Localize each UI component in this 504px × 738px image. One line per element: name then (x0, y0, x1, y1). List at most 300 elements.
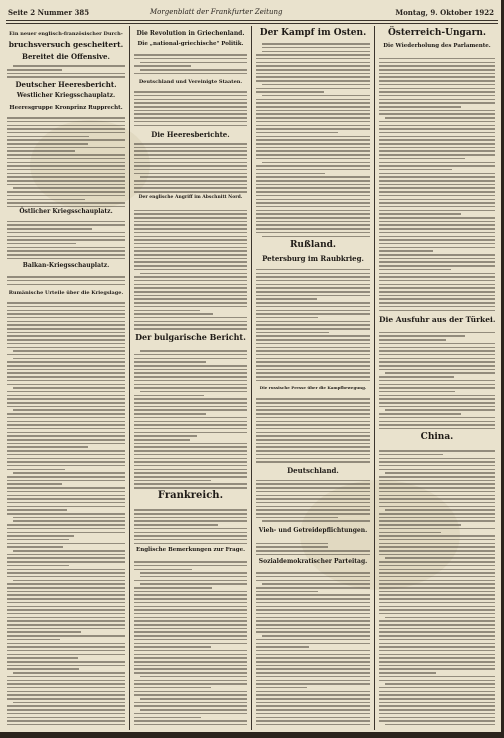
text-line (256, 709, 370, 711)
text-line (379, 535, 495, 537)
text-line (379, 287, 495, 289)
text-line (134, 561, 247, 563)
text-line (134, 680, 247, 682)
text-line (134, 239, 247, 241)
text-line (134, 469, 247, 471)
text-line (7, 117, 125, 119)
text-line (7, 165, 125, 167)
text-line (134, 217, 247, 219)
text-line (256, 617, 370, 619)
text-line (379, 517, 495, 519)
text-line (379, 665, 495, 667)
text-line (7, 628, 125, 630)
column-2-headline-6: Der bulgarische Bericht. (135, 332, 246, 342)
text-line (7, 199, 85, 201)
text-line (134, 224, 247, 226)
text-line (7, 576, 125, 578)
text-line (7, 247, 125, 249)
text-line (134, 524, 218, 526)
text-line (256, 672, 370, 674)
text-line (134, 687, 211, 689)
text-line (256, 676, 370, 678)
text-line (379, 165, 495, 167)
text-line (7, 143, 88, 145)
text-line (134, 424, 247, 426)
text-line (7, 557, 125, 559)
text-line (134, 409, 247, 411)
text-line (379, 480, 495, 482)
text-line (134, 258, 247, 260)
text-line (134, 380, 247, 382)
column-divider (374, 26, 375, 730)
text-line (379, 199, 495, 201)
text-line (140, 69, 247, 71)
text-line (134, 243, 247, 245)
text-line (379, 650, 495, 652)
text-line (379, 73, 495, 75)
text-line (379, 395, 495, 397)
text-line (385, 117, 495, 119)
text-line (7, 328, 125, 330)
text-line (134, 265, 247, 267)
text-line (256, 180, 370, 182)
text-line (379, 110, 495, 112)
text-line (134, 321, 247, 323)
text-line (7, 173, 125, 175)
text-line (134, 184, 247, 186)
text-line (7, 480, 125, 482)
text-line (134, 683, 247, 685)
column-2-headline-8: Englische Bemerkungen zur Frage. (136, 547, 245, 553)
text-line (134, 602, 247, 604)
text-line (134, 247, 247, 249)
text-line (379, 269, 451, 271)
text-line (134, 705, 247, 707)
text-line (379, 620, 495, 622)
text-line (379, 184, 495, 186)
text-line (134, 417, 247, 419)
text-line (7, 136, 89, 138)
text-line (256, 310, 370, 312)
text-line (256, 313, 370, 315)
text-line (7, 139, 125, 141)
column-1-headline-8: Balkan-Kriegsschauplatz. (22, 262, 110, 269)
text-line (134, 691, 247, 693)
text-line (140, 698, 247, 700)
text-line (256, 54, 370, 56)
text-line (7, 495, 125, 497)
text-line (140, 576, 247, 578)
column-1-headline-1: Ein neuer englisch-französischer Durch- (9, 31, 123, 37)
text-line (7, 546, 63, 548)
text-line (256, 354, 370, 356)
column-1-headline-7: Östlicher Kriegsschauplatz. (19, 208, 113, 215)
text-line (7, 206, 125, 208)
text-line (256, 554, 370, 556)
text-line (256, 643, 370, 645)
column-1-headline-2: bruchsversuch gescheitert. (8, 40, 124, 49)
text-line (262, 520, 370, 522)
text-line (379, 95, 495, 97)
text-line (134, 398, 247, 400)
text-line (379, 150, 495, 152)
text-line (134, 180, 247, 182)
column-3-headline-3: Petersburg im Raubkrieg. (262, 254, 364, 263)
text-line (7, 613, 125, 615)
column-1-headline-9: Rumänische Urteile über die Kriegslage. (8, 290, 124, 296)
column-4-headline-2: Die Wiederholung des Parlamente. (383, 43, 491, 49)
text-line (379, 158, 465, 160)
text-line (256, 580, 370, 582)
text-line (134, 428, 247, 430)
text-line (379, 391, 455, 393)
text-line (379, 121, 495, 123)
text-line (379, 80, 495, 82)
text-line (256, 358, 370, 360)
text-line (7, 639, 60, 641)
text-line (13, 409, 125, 411)
text-line (379, 173, 495, 175)
text-line (256, 158, 370, 160)
text-line (134, 291, 247, 293)
text-line (256, 99, 370, 101)
text-line (134, 372, 247, 374)
text-line (379, 402, 495, 404)
text-line (379, 687, 495, 689)
text-line (7, 176, 125, 178)
text-line (379, 717, 495, 719)
text-line (256, 165, 370, 167)
text-line (256, 435, 370, 437)
text-line (379, 528, 495, 530)
column-1-headline-4: Deutscher Heeresbericht. (15, 80, 117, 89)
text-line (379, 169, 452, 171)
text-line (379, 369, 495, 371)
text-line (7, 239, 125, 241)
text-line (379, 639, 495, 641)
text-line (256, 432, 370, 434)
text-line (379, 676, 495, 678)
column-2-headline-3: Deutschland und Vereinigte Staaten. (138, 79, 243, 85)
text-line (140, 176, 247, 178)
text-line (379, 454, 443, 456)
text-line (134, 113, 247, 115)
text-line (134, 158, 247, 160)
text-line (256, 176, 370, 178)
text-line (379, 187, 495, 189)
text-line (7, 554, 125, 556)
text-line (256, 132, 338, 134)
text-line (7, 421, 125, 423)
text-line (256, 62, 370, 64)
text-line (256, 332, 329, 334)
text-line (134, 191, 247, 193)
text-line (379, 672, 436, 674)
text-line (134, 487, 247, 489)
text-line (7, 435, 125, 437)
text-line (134, 569, 192, 571)
text-line (7, 184, 125, 186)
text-line (379, 335, 465, 337)
text-line (256, 202, 370, 204)
text-line (256, 76, 370, 78)
text-line (379, 339, 446, 341)
text-line (134, 387, 247, 389)
text-line (256, 543, 328, 545)
text-line (379, 628, 495, 630)
text-line (256, 343, 370, 345)
text-line (7, 631, 81, 633)
column-1-headline-5: Westlicher Kriegsschauplatz. (16, 92, 116, 99)
text-line (140, 572, 247, 574)
column-4-headline-3: Die Ausfuhr aus der Türkei. (379, 315, 495, 324)
text-line (7, 221, 125, 223)
text-line (134, 624, 247, 626)
text-line (134, 654, 247, 656)
text-line (7, 236, 125, 238)
text-line (7, 680, 125, 682)
text-line (256, 228, 370, 230)
text-line (7, 347, 125, 349)
text-line (134, 439, 190, 441)
text-line (7, 276, 125, 278)
text-line (379, 302, 495, 304)
text-line (256, 720, 370, 722)
text-line (134, 717, 201, 719)
text-line (256, 110, 370, 112)
text-line (134, 483, 247, 485)
column-2-headline-7: Frankreich. (157, 490, 224, 501)
text-line (7, 491, 125, 493)
text-line (7, 413, 125, 415)
text-line (7, 502, 125, 504)
text-line (256, 80, 370, 82)
text-line (7, 280, 125, 282)
text-line (256, 598, 370, 600)
text-line (7, 687, 125, 689)
text-line (134, 587, 212, 589)
text-line (256, 91, 324, 93)
text-line (7, 705, 125, 707)
text-line (13, 350, 125, 352)
text-line (256, 550, 370, 552)
text-line (7, 169, 125, 171)
text-line (256, 413, 370, 415)
text-line (379, 258, 495, 260)
text-line (379, 195, 495, 197)
text-line (7, 694, 125, 696)
text-line (7, 224, 125, 226)
text-line (7, 384, 125, 386)
text-line (13, 702, 125, 704)
text-line (7, 369, 125, 371)
column-3-headline-7: Sozialdemokratischer Parteitag. (258, 558, 368, 565)
text-line (140, 709, 247, 711)
text-line (379, 243, 495, 245)
text-line (7, 372, 125, 374)
text-line (7, 713, 125, 715)
text-line (379, 206, 495, 208)
text-line (7, 709, 125, 711)
text-line (379, 180, 495, 182)
text-line (379, 365, 495, 367)
text-line (379, 298, 495, 300)
text-line (256, 702, 370, 704)
text-line (140, 391, 247, 393)
text-line (7, 643, 125, 645)
text-line (379, 91, 495, 93)
text-line (379, 232, 495, 234)
text-line (7, 717, 125, 719)
text-line (256, 502, 370, 504)
text-line (134, 532, 247, 534)
text-line (134, 509, 247, 511)
text-line (379, 606, 495, 608)
text-line (7, 569, 125, 571)
text-line (385, 409, 495, 411)
text-line (7, 483, 62, 485)
text-line (379, 458, 495, 460)
text-line (256, 339, 370, 341)
text-line (379, 143, 495, 145)
page-edge (0, 732, 504, 738)
column-3-headline-6: Vieh- und Getreidepflichtungen. (258, 527, 368, 534)
text-line (134, 443, 247, 445)
text-line (134, 594, 247, 596)
text-line (134, 354, 247, 356)
text-line (262, 47, 370, 49)
text-line (379, 709, 495, 711)
text-line (7, 335, 125, 337)
text-line (7, 528, 125, 530)
text-line (134, 125, 247, 127)
text-line (7, 250, 125, 252)
text-line (134, 99, 247, 101)
text-line (7, 487, 125, 489)
text-line (379, 498, 495, 500)
text-line (379, 661, 495, 663)
text-line (256, 287, 370, 289)
text-line (134, 376, 247, 378)
text-line (379, 532, 441, 534)
text-line (256, 88, 370, 90)
text-line (385, 683, 495, 685)
text-line (7, 306, 125, 308)
text-line (7, 720, 125, 722)
text-line (7, 565, 69, 567)
text-line (256, 184, 370, 186)
text-line (7, 602, 125, 604)
text-line (256, 439, 370, 441)
text-line (7, 506, 125, 508)
text-line (379, 554, 495, 556)
text-line (134, 454, 247, 456)
text-line (134, 661, 247, 663)
text-line (256, 276, 370, 278)
text-line (256, 191, 370, 193)
text-line (379, 502, 495, 504)
text-line (13, 358, 125, 360)
text-line (7, 469, 65, 471)
text-line (379, 361, 495, 363)
text-line (13, 550, 125, 552)
text-line (385, 472, 495, 474)
text-line (134, 702, 247, 704)
text-line (7, 402, 125, 404)
text-line (379, 646, 495, 648)
text-line (256, 668, 370, 670)
issue-date: Montag, 9. Oktober 1922 (395, 8, 494, 17)
text-line (134, 169, 247, 171)
text-line (379, 609, 495, 611)
text-line (379, 376, 454, 378)
text-line (256, 454, 370, 456)
text-line (134, 236, 247, 238)
text-line (7, 321, 125, 323)
text-line (7, 465, 125, 467)
text-line (256, 317, 318, 319)
text-line (134, 402, 247, 404)
text-line (134, 210, 247, 212)
text-line (379, 239, 495, 241)
text-line (379, 358, 495, 360)
text-line (379, 136, 495, 138)
text-line (134, 213, 247, 215)
text-line (379, 421, 495, 423)
column-3-headline-2: Rußland. (289, 240, 337, 250)
text-line (134, 465, 247, 467)
text-line (256, 199, 370, 201)
text-line (262, 95, 370, 97)
text-line (379, 76, 495, 78)
text-line (256, 217, 370, 219)
text-line (134, 287, 247, 289)
text-line (256, 69, 370, 71)
text-line (256, 128, 370, 130)
text-line (379, 624, 495, 626)
column-2-headline-1: Die Revolution in Griechenland. (136, 30, 245, 37)
text-line (7, 380, 125, 382)
text-line (256, 321, 370, 323)
text-line (7, 162, 125, 164)
text-line (134, 117, 247, 119)
text-line (134, 150, 247, 152)
text-line (134, 147, 247, 149)
text-line (379, 306, 495, 308)
text-line (256, 154, 370, 156)
text-line (256, 680, 370, 682)
text-line (256, 213, 370, 215)
column-2-headline-4: Die Heeresberichte. (151, 130, 230, 139)
text-line (7, 76, 125, 78)
text-line (256, 280, 370, 282)
text-line (7, 624, 125, 626)
text-line (7, 154, 125, 156)
text-line (262, 43, 370, 45)
text-line (379, 698, 495, 700)
text-line (134, 54, 247, 56)
text-line (379, 680, 495, 682)
text-line (256, 446, 370, 448)
text-line (256, 417, 370, 419)
text-line (379, 221, 495, 223)
text-line (256, 443, 370, 445)
text-line (7, 561, 125, 563)
text-line (256, 335, 370, 337)
text-line (379, 213, 461, 215)
text-line (379, 276, 495, 278)
text-line (256, 450, 370, 452)
